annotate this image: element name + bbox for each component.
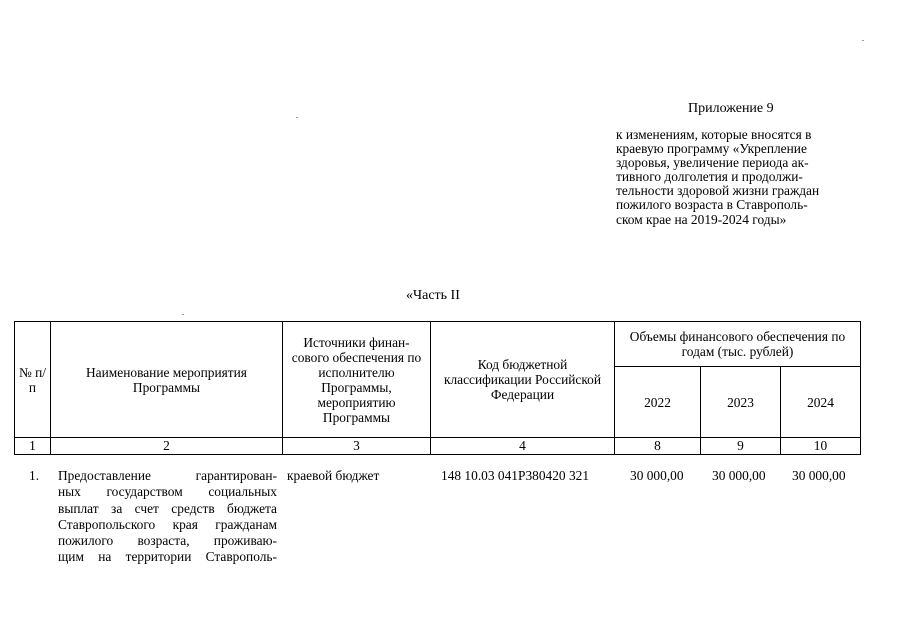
header-sources: Источники финан-сового обеспечения по исполнителю Программы, мероприятию Программы (283, 322, 431, 438)
row-name-line: щим на территории Ставрополь- (58, 549, 277, 565)
column-number: 9 (701, 438, 781, 455)
row-value-2023: 30 000,00 (712, 468, 766, 483)
row-source: краевой бюджет (287, 468, 380, 483)
row-name-line: Ставропольского края гражданам (58, 516, 277, 532)
row-activity-name (58, 468, 277, 566)
column-number: 4 (431, 438, 615, 455)
appendix-title: Приложение 9 (688, 101, 774, 116)
appendix-line: здоровья, увеличение периода ак- (616, 155, 809, 171)
appendix-line: пожилого возраста в Ставрополь- (616, 197, 808, 213)
row-name-line: Предоставление гарантирован- (58, 468, 277, 483)
row-name-line: ных государством социальных (58, 484, 277, 500)
appendix-line: тельности здоровой жизни граждан (616, 183, 820, 199)
header-num: № п/п (15, 322, 51, 438)
header-code: Код бюджетной классификации Российской Федерации (431, 322, 615, 438)
row-number: 1. (29, 468, 40, 483)
funding-table (14, 321, 861, 455)
row-name-line: выплат за счет средств бюджета (58, 500, 277, 516)
scan-speck (862, 40, 864, 41)
row-value-2022: 30 000,00 (630, 468, 684, 483)
column-number: 8 (615, 438, 701, 455)
header-year-2023: 2023 (701, 367, 781, 438)
table-row (14, 468, 860, 598)
part-title: «Часть II (406, 288, 460, 303)
scan-speck (296, 117, 298, 118)
column-number: 2 (51, 438, 283, 455)
header-name: Наименование мероприятия Программы (51, 322, 283, 438)
row-name-line: пожилого возраста, проживаю- (58, 533, 277, 549)
header-volumes: Объемы финансового обеспечения по годам (тыс. рублей) (615, 322, 861, 367)
column-number: 1 (15, 438, 51, 455)
scan-speck (182, 314, 184, 315)
appendix-line: тивного долголетия и продолжи- (616, 169, 803, 185)
column-number: 3 (283, 438, 431, 455)
appendix-body (616, 128, 852, 227)
row-budget-code: 148 10.03 041Р380420 321 (441, 468, 590, 483)
appendix-line: ском крае на 2019-2024 годы» (616, 211, 787, 227)
row-value-2024: 30 000,00 (792, 468, 846, 483)
header-year-2024: 2024 (781, 367, 861, 438)
header-year-2022: 2022 (615, 367, 701, 438)
appendix-line: к изменениям, которые вносятся в (616, 127, 812, 142)
appendix-line: краевую программу «Укрепление (616, 141, 807, 157)
column-number: 10 (781, 438, 861, 455)
